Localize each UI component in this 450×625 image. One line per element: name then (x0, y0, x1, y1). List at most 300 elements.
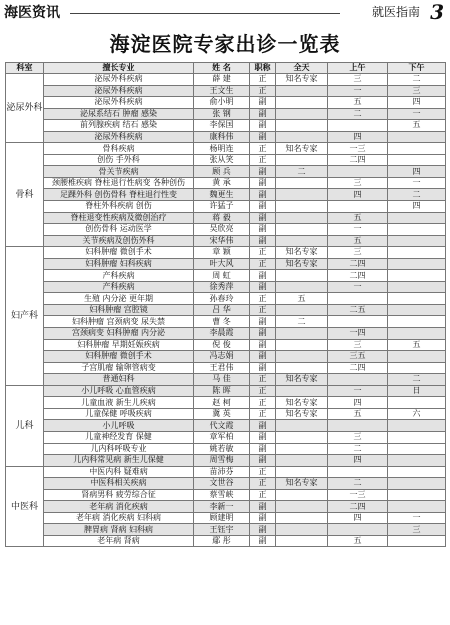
morning-cell (328, 166, 388, 178)
allday-cell: 知名专家 (276, 247, 328, 259)
table-row (6, 74, 446, 86)
allday-cell (276, 108, 328, 120)
allday-cell (276, 131, 328, 143)
morning-cell: 二 (328, 108, 388, 120)
afternoon-cell (388, 224, 446, 236)
col-header: 职称 (250, 63, 276, 74)
doctor-name-cell: 魏更生 (194, 189, 250, 201)
morning-cell: 一三 (328, 489, 388, 501)
title-cell: 副 (250, 189, 276, 201)
title-cell: 副 (250, 524, 276, 536)
doctor-name-cell: 叶大风 (194, 258, 250, 270)
doctor-name-cell: 李保国 (194, 120, 250, 132)
specialty-cell: 儿内科常见病 新生儿保健 (44, 455, 194, 467)
morning-cell: 三 (328, 431, 388, 443)
title-cell: 副 (250, 501, 276, 513)
table-row (6, 535, 446, 547)
morning-cell: 五 (328, 212, 388, 224)
afternoon-cell (388, 397, 446, 409)
table-row (6, 455, 446, 467)
allday-cell (276, 85, 328, 97)
department-cell: 骨科 (6, 143, 44, 247)
allday-cell: 知名专家 (276, 374, 328, 386)
title-cell: 正 (250, 247, 276, 259)
morning-cell: 四 (328, 189, 388, 201)
allday-cell (276, 524, 328, 536)
afternoon-cell (388, 258, 446, 270)
allday-cell (276, 224, 328, 236)
table-row (6, 177, 446, 189)
title-cell: 正 (250, 143, 276, 155)
specialty-cell: 泌尿外科疾病 (44, 74, 194, 86)
title-cell: 正 (250, 74, 276, 86)
allday-cell (276, 512, 328, 524)
afternoon-cell (388, 535, 446, 547)
allday-cell (276, 97, 328, 109)
morning-cell: 二四 (328, 362, 388, 374)
doctor-name-cell: 冯志娟 (194, 351, 250, 363)
page-number: 3 (430, 0, 444, 24)
allday-cell (276, 328, 328, 340)
title-cell: 正 (250, 478, 276, 490)
table-row (6, 108, 446, 120)
afternoon-cell: 一 (388, 177, 446, 189)
doctor-name-cell: 黄 承 (194, 177, 250, 189)
afternoon-cell: 二 (388, 374, 446, 386)
morning-cell: 一 (328, 281, 388, 293)
specialty-cell: 小儿呼吸 (44, 420, 194, 432)
title-cell: 副 (250, 431, 276, 443)
table-row (6, 328, 446, 340)
allday-cell: 知名专家 (276, 408, 328, 420)
morning-cell: 四 (328, 131, 388, 143)
specialty-cell: 泌尿外科疾病 (44, 85, 194, 97)
morning-cell: 一三 (328, 143, 388, 155)
afternoon-cell (388, 489, 446, 501)
title-cell: 副 (250, 455, 276, 467)
afternoon-cell (388, 478, 446, 490)
afternoon-cell: 三 (388, 85, 446, 97)
doctor-name-cell: 吴欣亮 (194, 224, 250, 236)
morning-cell: 二四 (328, 258, 388, 270)
morning-cell: 一四 (328, 328, 388, 340)
allday-cell (276, 385, 328, 397)
afternoon-cell (388, 431, 446, 443)
doctor-name-cell: 吕 华 (194, 304, 250, 316)
title-cell: 副 (250, 131, 276, 143)
table-row (6, 304, 446, 316)
table-row (6, 154, 446, 166)
allday-cell (276, 270, 328, 282)
doctor-name-cell: 王钰宇 (194, 524, 250, 536)
specialty-cell: 妇科肿瘤 宫颈病变 尿失禁 (44, 316, 194, 328)
title-cell: 副 (250, 120, 276, 132)
doctor-name-cell: 文世谷 (194, 478, 250, 490)
doctor-name-cell: 徐秀萍 (194, 281, 250, 293)
afternoon-cell: 六 (388, 408, 446, 420)
specialty-cell: 颈腰椎疾病 脊柱退行性病变 各种创伤 (44, 177, 194, 189)
page-title: 海淀医院专家出诊一览表 (109, 32, 341, 56)
afternoon-cell (388, 235, 446, 247)
doctor-name-cell: 顾建明 (194, 512, 250, 524)
allday-cell (276, 535, 328, 547)
allday-cell (276, 455, 328, 467)
table-row (6, 478, 446, 490)
title-cell: 副 (250, 316, 276, 328)
table-row (6, 247, 446, 259)
allday-cell: 知名专家 (276, 74, 328, 86)
title-cell: 副 (250, 166, 276, 178)
doctor-name-cell: 章军柏 (194, 431, 250, 443)
allday-cell (276, 235, 328, 247)
afternoon-cell (388, 270, 446, 282)
title-cell: 副 (250, 328, 276, 340)
allday-cell (276, 154, 328, 166)
morning-cell (328, 120, 388, 132)
masthead-rule (70, 13, 340, 14)
doctor-name-cell: 周雪梅 (194, 455, 250, 467)
doctor-name-cell: 俞小明 (194, 97, 250, 109)
doctor-name-cell: 许猛子 (194, 201, 250, 213)
doctor-name-cell: 张 钢 (194, 108, 250, 120)
afternoon-cell (388, 154, 446, 166)
table-row (6, 385, 446, 397)
table-row (6, 235, 446, 247)
morning-cell: 一 (328, 85, 388, 97)
morning-cell: 二四 (328, 154, 388, 166)
doctor-name-cell: 鄢 彤 (194, 535, 250, 547)
table-row (6, 374, 446, 386)
table-row (6, 201, 446, 213)
afternoon-cell: 五 (388, 120, 446, 132)
title-cell: 副 (250, 362, 276, 374)
afternoon-cell: 四 (388, 97, 446, 109)
department-cell: 泌尿外科 (6, 74, 44, 143)
table-row (6, 443, 446, 455)
afternoon-cell: 四 (388, 166, 446, 178)
table-row (6, 189, 446, 201)
doctor-name-cell: 姚若敏 (194, 443, 250, 455)
allday-cell: 知名专家 (276, 478, 328, 490)
afternoon-cell (388, 316, 446, 328)
masthead (0, 0, 450, 25)
table-row (6, 339, 446, 351)
doctor-name-cell: 倪 俊 (194, 339, 250, 351)
specialty-cell: 产科疾病 (44, 270, 194, 282)
table-row (6, 362, 446, 374)
afternoon-cell (388, 351, 446, 363)
allday-cell: 二 (276, 166, 328, 178)
specialty-cell: 泌尿系结石 肿瘤 感染 (44, 108, 194, 120)
doctor-name-cell: 周 虹 (194, 270, 250, 282)
doctor-name-cell: 康科伟 (194, 131, 250, 143)
section-subtitle: 就医指南 (371, 5, 420, 19)
col-header: 科室 (6, 63, 44, 74)
specialty-cell: 骨关节疾病 (44, 166, 194, 178)
doctor-name-cell: 王君伟 (194, 362, 250, 374)
table-row (6, 143, 446, 155)
afternoon-cell (388, 293, 446, 305)
specialty-cell: 中医内科 疑难病 (44, 466, 194, 478)
afternoon-cell (388, 362, 446, 374)
afternoon-cell (388, 304, 446, 316)
title-cell: 副 (250, 443, 276, 455)
table-row (6, 351, 446, 363)
specialty-cell: 泌尿外科疾病 (44, 131, 194, 143)
afternoon-cell (388, 466, 446, 478)
table-row (6, 408, 446, 420)
specialty-cell: 儿童血液 新生儿疾病 (44, 397, 194, 409)
morning-cell (328, 201, 388, 213)
morning-cell: 三 (328, 339, 388, 351)
allday-cell: 知名专家 (276, 397, 328, 409)
specialty-cell: 儿内科呼吸专业 (44, 443, 194, 455)
specialty-cell: 关节疾病及创伤外科 (44, 235, 194, 247)
afternoon-cell (388, 281, 446, 293)
morning-cell: 二四 (328, 270, 388, 282)
table-row (6, 166, 446, 178)
title-cell: 正 (250, 385, 276, 397)
afternoon-cell: 二 (388, 189, 446, 201)
specialty-cell: 中医科相关疾病 (44, 478, 194, 490)
afternoon-cell (388, 455, 446, 467)
allday-cell (276, 339, 328, 351)
title-cell: 副 (250, 212, 276, 224)
table-body (6, 74, 446, 547)
doctor-name-cell: 蒋 毅 (194, 212, 250, 224)
specialty-cell: 老年病 肾病 (44, 535, 194, 547)
morning-cell: 二 (328, 478, 388, 490)
doctor-name-cell: 王文生 (194, 85, 250, 97)
col-header: 擅长专业 (44, 63, 194, 74)
specialty-cell: 儿童保健 呼吸疾病 (44, 408, 194, 420)
specialty-cell: 脊柱外科疾病 创伤 (44, 201, 194, 213)
specialty-cell: 小儿呼吸 心血管疾病 (44, 385, 194, 397)
specialty-cell: 儿童神经发育 保健 (44, 431, 194, 443)
table-row (6, 270, 446, 282)
allday-cell (276, 420, 328, 432)
allday-cell (276, 362, 328, 374)
table-row (6, 420, 446, 432)
morning-cell: 三 (328, 177, 388, 189)
specialty-cell: 老年病 消化疾病 (44, 501, 194, 513)
table-row (6, 316, 446, 328)
allday-cell (276, 466, 328, 478)
title-cell: 副 (250, 201, 276, 213)
specialty-cell: 脾胃病 肾病 妇科病 (44, 524, 194, 536)
morning-cell (328, 293, 388, 305)
morning-cell: 一 (328, 385, 388, 397)
doctor-name-cell: 李晨霞 (194, 328, 250, 340)
doctor-name-cell: 宋华伟 (194, 235, 250, 247)
table-row (6, 489, 446, 501)
title-cell: 正 (250, 397, 276, 409)
department-cell: 儿科 (6, 385, 44, 466)
title-cell: 副 (250, 97, 276, 109)
title-cell: 副 (250, 235, 276, 247)
afternoon-cell (388, 212, 446, 224)
table-row (6, 131, 446, 143)
schedule-table (5, 62, 446, 547)
department-cell: 中医科 (6, 466, 44, 547)
specialty-cell: 普通妇科 (44, 374, 194, 386)
afternoon-cell: 一 (388, 512, 446, 524)
morning-cell (328, 524, 388, 536)
doctor-name-cell: 薛 建 (194, 74, 250, 86)
col-header: 下午 (388, 63, 446, 74)
table-row (6, 281, 446, 293)
afternoon-cell: 一 (388, 108, 446, 120)
allday-cell (276, 351, 328, 363)
title-cell: 正 (250, 258, 276, 270)
morning-cell: 五 (328, 408, 388, 420)
table-row (6, 431, 446, 443)
afternoon-cell (388, 501, 446, 513)
title-cell: 正 (250, 408, 276, 420)
table-row (6, 258, 446, 270)
title-cell: 副 (250, 420, 276, 432)
table-header (6, 63, 446, 74)
doctor-name-cell: 陈 晖 (194, 385, 250, 397)
morning-cell: 五 (328, 235, 388, 247)
allday-cell (276, 212, 328, 224)
allday-cell: 知名专家 (276, 143, 328, 155)
doctor-name-cell: 顾 兵 (194, 166, 250, 178)
department-cell: 妇产科 (6, 247, 44, 386)
title-cell: 正 (250, 304, 276, 316)
allday-cell: 二 (276, 316, 328, 328)
title-cell: 正 (250, 466, 276, 478)
specialty-cell: 妇科肿瘤 妇科疾病 (44, 258, 194, 270)
afternoon-cell (388, 443, 446, 455)
section-name: 海医资讯 (4, 5, 60, 21)
specialty-cell: 老年病 消化疾病 妇科病 (44, 512, 194, 524)
col-header: 全天 (276, 63, 328, 74)
title-cell: 正 (250, 489, 276, 501)
title-cell: 正 (250, 374, 276, 386)
title-cell: 副 (250, 281, 276, 293)
morning-cell: 一 (328, 224, 388, 236)
allday-cell: 知名专家 (276, 258, 328, 270)
title-cell: 副 (250, 224, 276, 236)
morning-cell: 二五 (328, 304, 388, 316)
allday-cell (276, 281, 328, 293)
specialty-cell: 子宫肌瘤 输卵管病变 (44, 362, 194, 374)
allday-cell: 五 (276, 293, 328, 305)
title-cell: 副 (250, 535, 276, 547)
table-row (6, 466, 446, 478)
table-row (6, 85, 446, 97)
doctor-name-cell: 李新一 (194, 501, 250, 513)
doctor-name-cell: 曹 冬 (194, 316, 250, 328)
doctor-name-cell: 章 颖 (194, 247, 250, 259)
col-header: 上午 (328, 63, 388, 74)
doctor-name-cell: 冀 英 (194, 408, 250, 420)
title-cell: 副 (250, 177, 276, 189)
table-row (6, 97, 446, 109)
doctor-name-cell: 马 佳 (194, 374, 250, 386)
morning-cell (328, 316, 388, 328)
col-header: 姓 名 (194, 63, 250, 74)
title-cell: 副 (250, 351, 276, 363)
afternoon-cell: 四 (388, 201, 446, 213)
doctor-name-cell: 赵 柯 (194, 397, 250, 409)
title-cell: 正 (250, 85, 276, 97)
afternoon-cell (388, 131, 446, 143)
doctor-name-cell: 孙春玲 (194, 293, 250, 305)
morning-cell: 五 (328, 97, 388, 109)
specialty-cell: 妇科肿瘤 早期妊娠疾病 (44, 339, 194, 351)
specialty-cell: 足踝外科 创伤骨科 脊柱退行性变 (44, 189, 194, 201)
allday-cell (276, 189, 328, 201)
doctor-name-cell: 代文霞 (194, 420, 250, 432)
morning-cell (328, 374, 388, 386)
afternoon-cell (388, 328, 446, 340)
morning-cell: 三 (328, 74, 388, 86)
specialty-cell: 生殖 内分泌 更年期 (44, 293, 194, 305)
specialty-cell: 产科疾病 (44, 281, 194, 293)
allday-cell (276, 501, 328, 513)
table-row (6, 524, 446, 536)
allday-cell (276, 489, 328, 501)
doctor-name-cell: 杨明连 (194, 143, 250, 155)
allday-cell (276, 120, 328, 132)
table-row (6, 224, 446, 236)
specialty-cell: 创伤骨科 运动医学 (44, 224, 194, 236)
specialty-cell: 肾病男科 疲劳综合征 (44, 489, 194, 501)
table-row (6, 512, 446, 524)
afternoon-cell: 日 (388, 385, 446, 397)
specialty-cell: 前列腺疾病 结石 感染 (44, 120, 194, 132)
table-row (6, 501, 446, 513)
allday-cell (276, 201, 328, 213)
title-cell: 副 (250, 108, 276, 120)
table-row (6, 397, 446, 409)
afternoon-cell: 五 (388, 339, 446, 351)
title-cell: 副 (250, 339, 276, 351)
morning-cell: 二四 (328, 501, 388, 513)
morning-cell: 四 (328, 397, 388, 409)
afternoon-cell (388, 420, 446, 432)
table-row (6, 212, 446, 224)
morning-cell: 三五 (328, 351, 388, 363)
afternoon-cell: 三 (388, 524, 446, 536)
specialty-cell: 脊柱退变性疾病及微创治疗 (44, 212, 194, 224)
table-row (6, 293, 446, 305)
allday-cell (276, 304, 328, 316)
afternoon-cell: 二 (388, 74, 446, 86)
allday-cell (276, 431, 328, 443)
title-cell: 副 (250, 512, 276, 524)
specialty-cell: 宫颈病变 妇科肿瘤 内分泌 (44, 328, 194, 340)
title-cell: 副 (250, 270, 276, 282)
title-cell: 正 (250, 154, 276, 166)
table-row (6, 120, 446, 132)
afternoon-cell (388, 247, 446, 259)
specialty-cell: 妇科肿瘤 微创手术 (44, 247, 194, 259)
specialty-cell: 泌尿外科疾病 (44, 97, 194, 109)
allday-cell (276, 443, 328, 455)
title-cell: 正 (250, 293, 276, 305)
morning-cell: 二 (328, 443, 388, 455)
allday-cell (276, 177, 328, 189)
specialty-cell: 妇科肿瘤 微创手术 (44, 351, 194, 363)
morning-cell: 四 (328, 512, 388, 524)
specialty-cell: 骨科疾病 (44, 143, 194, 155)
morning-cell (328, 420, 388, 432)
morning-cell (328, 466, 388, 478)
morning-cell: 五 (328, 535, 388, 547)
